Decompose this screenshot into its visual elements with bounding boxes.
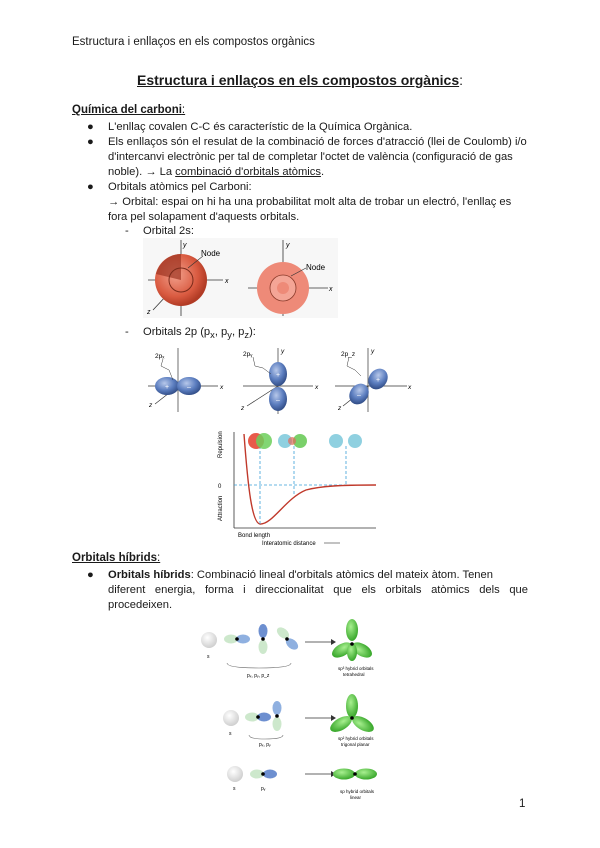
atom-pair-close	[278, 434, 307, 448]
bullet-text: noble). → La	[108, 166, 176, 178]
sp2-source-label: pₓ, pᵧ	[259, 742, 271, 748]
plus-sign: +	[376, 377, 381, 384]
section-heading-colon: :	[157, 552, 161, 564]
sp2-row	[223, 694, 376, 748]
bullet-item	[87, 568, 528, 613]
sub-item-label: Orbital 2s:	[143, 225, 194, 237]
minus-sign: –	[276, 397, 280, 404]
axis-x: x	[225, 278, 229, 285]
page-title	[0, 72, 600, 88]
axis-z: z	[149, 402, 153, 409]
bullet-line: d'intercanvi electrònic per tal de completar l'octet de valència (configuració de gas	[108, 151, 513, 163]
plus-sign: +	[276, 372, 281, 379]
sp2-name: sp² hybrid orbitals	[338, 736, 374, 741]
atom-pair-far	[329, 434, 362, 448]
bond-length-label: Bond length	[238, 533, 271, 539]
minus-sign: –	[357, 392, 361, 399]
sp3-row	[201, 619, 375, 679]
distance-label: Interatomic distance	[262, 541, 316, 546]
attraction-label: Attraction	[218, 495, 224, 521]
bullet-item	[87, 135, 528, 180]
orbital-2pz	[335, 348, 412, 412]
zero-label: 0	[218, 484, 222, 490]
bullet-dot: ●	[87, 121, 94, 133]
s-orbital	[201, 632, 217, 648]
sub-item-2p	[125, 326, 256, 341]
orbital-label: 2p_z	[341, 351, 356, 358]
bullet-dot: ●	[87, 181, 94, 193]
node-label: Node	[306, 263, 326, 272]
sp3-source-label: pₓ, pᵧ, p_z	[247, 673, 270, 679]
label-sub: z	[244, 330, 250, 341]
axis-z: z	[338, 405, 342, 412]
minus-sign: –	[187, 384, 191, 391]
axis-x: x	[329, 286, 333, 293]
section-heading-hibrids	[72, 552, 160, 564]
bullet-item	[87, 120, 528, 135]
repulsion-label: Repulsion	[218, 431, 224, 458]
bullet-line: diferent energia, forma i direccionalitat que els orbitals atòmics dels que procedeixen.	[108, 584, 528, 611]
s-orbital	[223, 710, 239, 726]
label-part: , p	[214, 326, 228, 338]
label-part: Orbitals 2p (p	[143, 326, 211, 338]
axis-y: y	[183, 242, 187, 249]
orbital-label: 2pᵧ	[243, 351, 253, 358]
potential-energy-figure	[216, 428, 384, 546]
section-heading-carboni	[72, 104, 185, 116]
s-label: s	[207, 654, 210, 660]
section-heading-colon: :	[181, 104, 186, 116]
bullet-line: Orbitals atòmics pel Carboni:	[108, 181, 252, 193]
s-label: s	[233, 786, 236, 792]
sp2-shape: trigonal planar	[341, 742, 370, 747]
sub-item-2s	[125, 225, 194, 237]
bullet-text: L'enllaç covalen C-C és característic de la Química Orgànica.	[108, 121, 413, 133]
axis-z: z	[241, 405, 245, 412]
bullet-dot: ●	[87, 569, 94, 581]
axis-z: z	[147, 309, 151, 316]
orbital-label: 2pₓ	[155, 353, 165, 360]
title-colon: :	[459, 72, 463, 88]
page-number: 1	[519, 798, 526, 810]
bullet-text: : Combinació lineal d'orbitals atòmics del mateix àtom. Tenen	[190, 569, 493, 581]
orbital-2py	[240, 348, 319, 414]
bullet-dot: ●	[87, 136, 94, 148]
section-heading-text: Química del carboni	[72, 104, 182, 116]
sp-row	[227, 766, 377, 800]
dash: -	[125, 225, 129, 237]
orbital-2px	[148, 348, 224, 412]
atom-pair-overlap	[248, 433, 272, 449]
axis-y: y	[281, 348, 285, 355]
sub-item-label	[143, 326, 256, 341]
sp-name: sp hybrid orbitals	[340, 789, 375, 794]
label-sub: x	[210, 330, 215, 341]
axis-y: y	[371, 348, 375, 355]
plus-sign: +	[165, 384, 170, 391]
axis-x: x	[315, 384, 319, 391]
sp-source-label: pᵧ	[261, 786, 266, 792]
bullet-text: .	[320, 166, 325, 178]
bullet-line	[108, 568, 528, 583]
hybrid-orbitals-figure	[195, 618, 400, 806]
dash: -	[125, 326, 129, 338]
section-heading-text: Orbitals híbrids	[72, 552, 157, 564]
bullet-line	[108, 165, 528, 180]
sp-shape: linear	[350, 795, 362, 800]
orbital-2s-figure	[143, 238, 338, 318]
axis-x: x	[408, 384, 412, 391]
title-text: Estructura i enllaços en els compostos orgànics	[137, 72, 460, 88]
combinacio-link[interactable]: combinació d'orbitals atòmics	[175, 166, 321, 178]
sp3-shape: tetrahedral	[343, 672, 365, 677]
bullet-line: → Orbital: espai on hi ha una probabilitat molt alta de trobar un electró, l'enllaç es	[108, 196, 512, 208]
page-header: Estructura i enllaços en els compostos orgànics	[72, 36, 315, 48]
bullet-line: Els enllaços són el resulat de la combinació de forces d'atracció (llei de Coulomb) i/o	[108, 136, 527, 148]
node-label: Node	[201, 249, 221, 258]
label-part: ):	[249, 326, 256, 338]
orbital-2p-figure	[143, 344, 413, 416]
bullet-bold: Orbitals híbrids	[108, 569, 191, 581]
sp3-name: sp³ hybrid orbitals	[338, 666, 374, 671]
s-orbital	[227, 766, 243, 782]
label-part: , p	[231, 326, 245, 338]
axis-x: x	[220, 384, 224, 391]
bullet-line: fora pel solapament d'aquests orbitals.	[108, 211, 300, 223]
s-label: s	[229, 731, 232, 737]
bullet-item	[87, 180, 528, 225]
axis-y: y	[286, 242, 290, 249]
label-sub: y	[227, 330, 232, 341]
